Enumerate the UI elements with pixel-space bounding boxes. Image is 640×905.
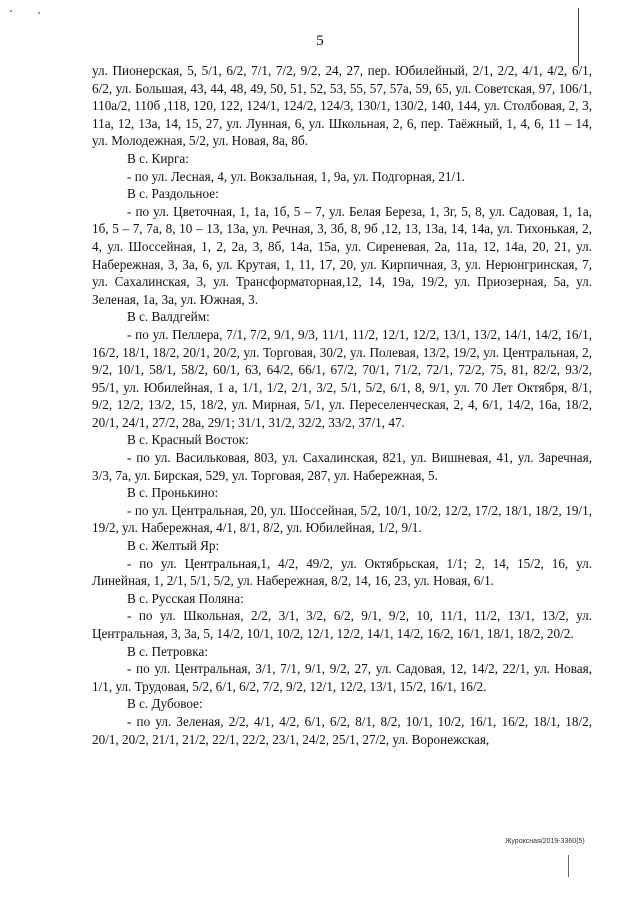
footer-code: Журоксная/2019-3360(5) — [505, 838, 585, 845]
settlement-heading: В с. Красный Восток: — [127, 432, 249, 448]
scan-margin-tick — [568, 855, 569, 877]
settlement-heading: В с. Желтый Яр: — [127, 538, 220, 554]
scan-speck — [10, 10, 12, 12]
paragraph: ул. Пионерская, 5, 5/1, 6/2, 7/1, 7/2, 9/2, 24, 27, пер. Юбилейный, 2/1, 2/2, 4/1, 4/2, 6/1, 6/2, ул. Большая, 43, 44, 48, 49, 50, 51, 52, 53, 55, 57, 57а, 59, 65, ул. Советская, 97, 106/1, 110а/2, 110б ,118, 120, 122, 124/1, 124/2, 124/3, 130/1, 130/2, 140, 144, ул. Столбовая, 2, 3, 11а, 12, 13а, 14, 15, 27, ул. Лунная, 6, ул. Школьная, 2, 6, пер. Таёжный, 1, 4, 6, 11 – 14, ул. Молодежная, 5/2, ул. Новая, 8а, 8б. — [92, 63, 592, 149]
settlement-heading: В с. Петровка: — [127, 643, 208, 659]
paragraph: - по ул. Центральная, 3/1, 7/1, 9/1, 9/2, 27, ул. Садовая, 12, 14/2, 22/1, ул. Новая, 1/1, ул. Трудовая, 5/2, 6/1, 6/2, 7/2, 9/2, 12/1, 12/2, 13/1, 15/2, 16/1, 16/2. — [92, 661, 592, 694]
paragraph: - по ул. Пеллера, 7/1, 7/2, 9/1, 9/3, 11/1, 11/2, 12/1, 12/2, 13/1, 13/2, 14/1, 14/2, 16/1, 16/2, 18/1, 18/2, 20/1, 20/2, ул. Торговая, 30/2, ул. Полевая, 13/2, 19/2, ул. Центральная, 2, 9/2, 10/1, 58/1, 58/2, 60/1, 63, 64/2, 66/1, 67/2, 70/1, 71/2, 72/1, 72/2, 75, 81, 82/2, 93/2, 95/1, ул. Юбилейная, 1 а, 1/1, 1/2, 2/1, 3/2, 5/1, 5/2, 6/1, 8, 9/1, ул. 70 Лет Октября, 8/1, 9/2, 12/2, 13/2, 15, 18/2, ул. Мирная, 5/1, ул. Переселенческая, 2, 4, 6/1, 14/2, 16а, 18/2, 20/1, 24/1, 27/2, 28а, 29/1; 31/1, 31/2, 32/2, 33/2, 37/1, 47. — [92, 326, 592, 430]
paragraph: - по ул. Центральная,1, 4/2, 49/2, ул. Октябрьская, 1/1; 2, 14, 15/2, 16, ул. Линейная, 1, 2/1, 5/1, 5/2, ул. Набережная, 8/2, 14, 16, 23, ул. Новая, 6/1. — [92, 555, 592, 589]
settlement-heading: В с. Дубовое: — [127, 696, 203, 712]
paragraph: - по ул. Лесная, 4, ул. Вокзальная, 1, 9а, ул. Подгорная, 21/1. — [127, 168, 466, 184]
paragraph: - по ул. Цветочная, 1, 1а, 1б, 5 – 7, ул. Белая Береза, 1, 3г, 5, 8, ул. Садовая, 1, 1а, 1б, 5 – 7, 7а, 8, 10 – 13, 13а, ул. Речная, 3, 3б, 8, 9б ,12, 13, 13а, 14, 14а, ул. Тихонькая, 2, 4, ул. Шоссейная, 1, 2, 2а, 3, 8б, 14а, 15а, ул. Сиреневая, 2а, 11а, 12, 14а, 20, 21, ул. Набережная, 3, 3а, 6, ул. Крутая, 1, 11, 17, 20, ул. Кирпичная, 3, ул. Нерюнгринская, 7, ул. Сахалинская, 3, ул. Трансформаторная,12, 14, 19а, 19/2, ул. Приозерная, 5а, ул. Зеленая, 1а, 3а, ул. Южная, 3. — [92, 203, 592, 307]
page-number: 5 — [316, 33, 324, 49]
paragraph: - по ул. Школьная, 2/2, 3/1, 3/2, 6/2, 9/1, 9/2, 10, 11/1, 11/2, 13/1, 13/2, ул. Центральная, 3, 3а, 5, 14/2, 10/1, 10/2, 12/1, 12/2, 14/1, 14/2, 16/2, 16/1, 18/1, 18/2, 20/2. — [92, 608, 592, 641]
settlement-heading: В с. Кирга: — [127, 150, 189, 166]
scan-speck — [38, 12, 40, 14]
document-body — [92, 62, 592, 748]
settlement-heading: В с. Раздольное: — [127, 186, 219, 202]
settlement-heading: В с. Пронькино: — [127, 485, 219, 501]
paragraph: - по ул. Зеленая, 2/2, 4/1, 4/2, 6/1, 6/2, 8/1, 8/2, 10/1, 10/2, 16/1, 16/2, 18/1, 18/2, 20/1, 20/2, 21/1, 21/2, 22/1, 22/2, 23/1, 24/2, 25/1, 27/2, ул. Воронежская, — [92, 713, 592, 747]
paragraph: - по ул. Васильковая, 803, ул. Сахалинская, 821, ул. Вишневая, 41, ул. Заречная, 3/3, 7а, ул. Бирская, 529, ул. Торговая, 287, ул. Набережная, 5. — [92, 450, 592, 483]
settlement-heading: В с. Русская Поляна: — [127, 590, 244, 606]
settlement-heading: В с. Валдгейм: — [127, 309, 210, 325]
paragraph: - по ул. Центральная, 20, ул. Шоссейная, 5/2, 10/1, 10/2, 12/2, 17/2, 18/1, 18/2, 19/1, 19/2, ул. Набережная, 4/1, 8/1, 8/2, ул. Юбилейная, 1/2, 9/1. — [92, 502, 592, 536]
